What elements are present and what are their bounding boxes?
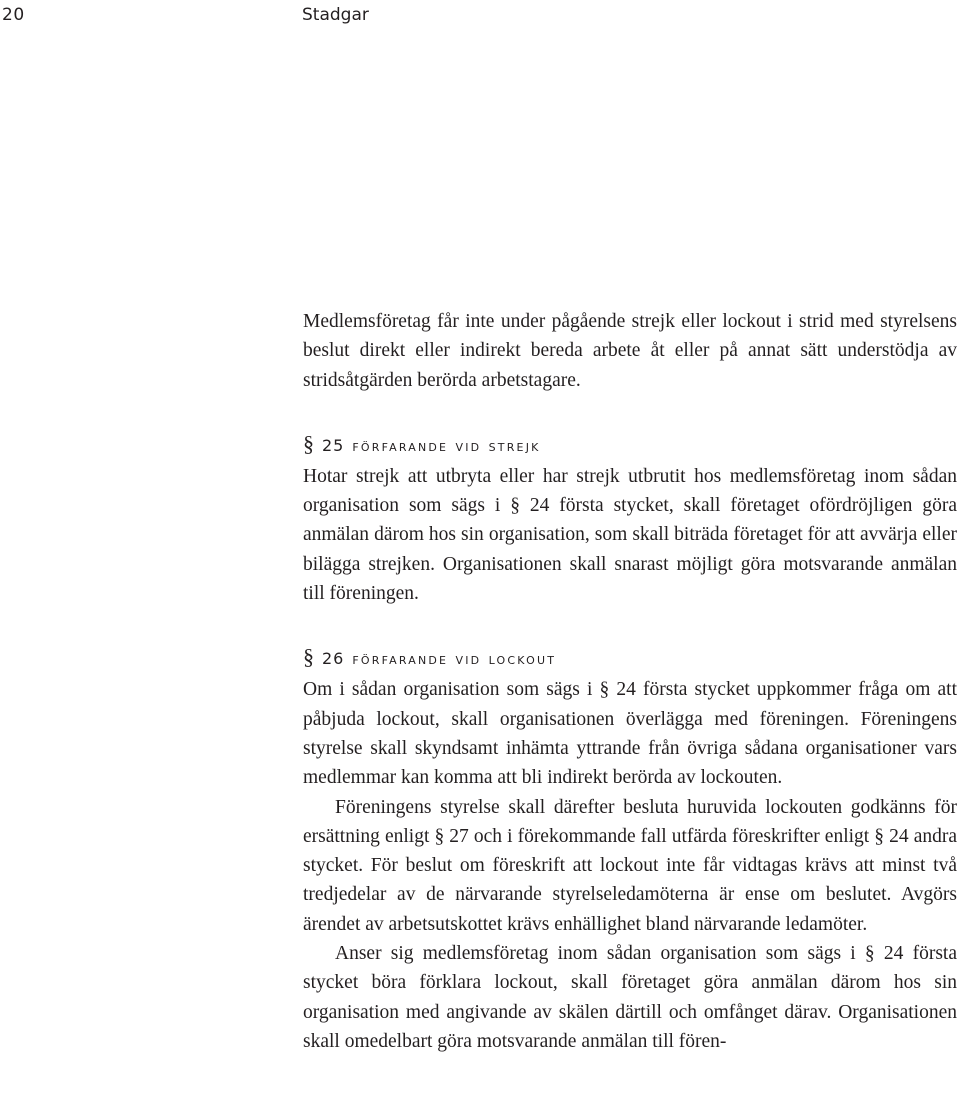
section-number: 26 <box>322 649 345 669</box>
page-number: 20 <box>2 5 25 25</box>
section-mark: § <box>303 644 314 670</box>
section-26-paragraph-3: Anser sig medlemsföretag inom sådan organisation som sägs i § 24 första stycket böra förklara lockout, skall företaget göra anmälan därom hos sin organisation med angivande av skälen därtill och omfånget därav. Organisationen skall omedelbart göra motsvarande anmälan till fören- <box>303 943 957 1052</box>
section-heading-25 <box>303 430 957 459</box>
section-mark: § <box>303 430 314 456</box>
section-26-paragraph-2: Föreningens styrelse skall därefter besluta huruvida lockouten godkänns för ersättning enligt § 27 och i förekommande fall utfärda föreskrifter enligt § 24 andra stycket. För beslut om föreskrift att lockout inte får vidtagas krävs att minst två tredjedelar av de närvarande styrelseledamöterna är ense om beslutet. Avgörs ärendet av arbetsutskottet krävs enhällighet bland närvarande ledamöter. <box>303 796 957 935</box>
section-title: förfarande vid strejk <box>352 435 541 455</box>
section-heading-26 <box>303 646 957 672</box>
section-title: förfarande vid lockout <box>352 649 557 669</box>
section-25-paragraph-1: Hotar strejk att utbryta eller har strejk utbrutit hos medlemsföretag inom sådan organisation som sägs i § 24 första stycket, skall företaget ofördröjligen göra anmälan därom hos sin organisation, som skall biträda företaget för att avvärja eller bilägga strejken. Organisationen skall snarast möjligt göra motsvarande anmälan till föreningen. <box>303 465 957 605</box>
text-column <box>303 307 957 1056</box>
intro-paragraph: Medlemsföretag får inte under pågående strejk eller lockout i strid med styrelsens beslut direkt eller indirekt bereda arbete åt eller på annat sätt understödja av stridsåtgärden berörda arbetstagare. <box>303 311 957 391</box>
section-25 <box>303 430 957 608</box>
running-header <box>0 2 960 28</box>
section-26 <box>303 646 957 1056</box>
section-number: 25 <box>322 435 345 455</box>
running-title: Stadgar <box>302 5 369 25</box>
section-26-paragraph-1: Om i sådan organisation som sägs i § 24 första stycket uppkommer fråga om att påbjuda lockout, skall organisationen överlägga med föreningen. Föreningens styrelse skall skyndsamt inhämta yttrande från övriga sådana organisationer vars medlemmar kan komma att bli indirekt berörda av lockouten. <box>303 679 957 789</box>
